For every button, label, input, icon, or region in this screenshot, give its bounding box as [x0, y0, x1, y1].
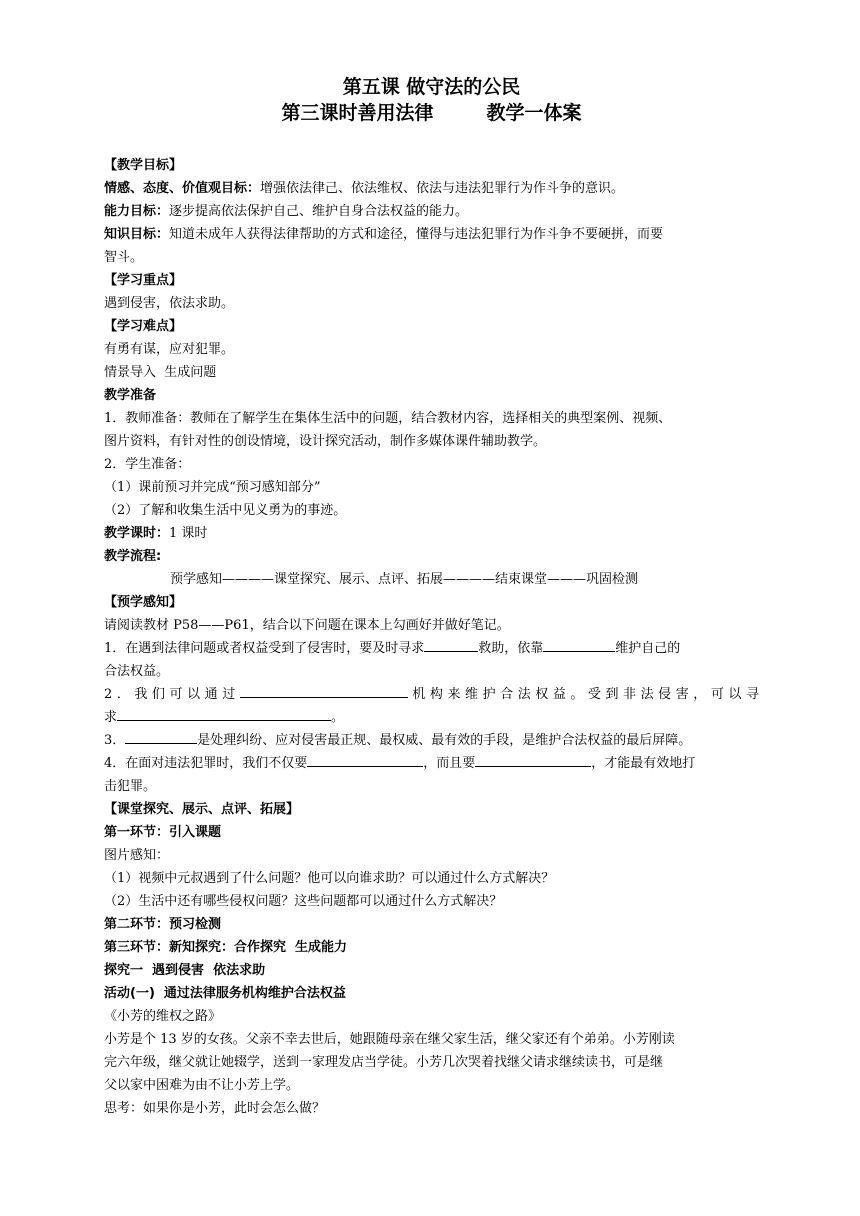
q4-blank-1[interactable]: [307, 752, 423, 767]
q1-text-b: 救助，依靠: [478, 641, 544, 656]
picture-perception: 图片感知：: [104, 848, 170, 863]
emotion-label: 情感、态度、价值观目标：: [104, 181, 261, 196]
q2-blank-1[interactable]: [240, 683, 408, 698]
teacher-prep: 1．教师准备：教师在了解学生在集体生活中的问题，结合教材内容，选择相关的典型案例、视频、: [104, 411, 672, 426]
focus-text: 遇到侵害，依法求助。: [104, 296, 235, 311]
q1-blank-1[interactable]: [424, 637, 478, 652]
q1-text-a: 1．在遇到法律问题或者权益受到了侵害时，要及时寻求: [104, 641, 425, 656]
preview-q1: [104, 637, 759, 660]
preview-q3: [104, 729, 759, 752]
q2-text-b: 机构来维护合法权益。受到非法侵害，可以寻: [407, 687, 759, 702]
knowledge-text-cont: 智斗。: [104, 250, 144, 265]
student-prep-2: （2）了解和收集生活中见义勇为的事迹。: [104, 503, 347, 518]
teacher-prep-cont: 图片资料，有针对性的创设情境，设计探究活动，制作多媒体课件辅助教学。: [104, 434, 547, 449]
q2-text-d: 。: [331, 710, 345, 725]
knowledge-objective: [104, 223, 759, 246]
q2-blank-2[interactable]: [117, 706, 331, 721]
step3: 第三环节：新知探究：合作探究 生成能力: [104, 940, 348, 955]
q1-blank-2[interactable]: [543, 637, 615, 652]
hours-line: [104, 522, 759, 545]
think-question: 思考：如果你是小芳，此时会怎么做？: [104, 1101, 326, 1116]
preview-q1-cont: 合法权益。: [104, 664, 170, 679]
document-page: [104, 74, 759, 1120]
prep-heading: 教学准备: [104, 388, 157, 403]
q4-blank-2[interactable]: [475, 752, 591, 767]
ability-text: 逐步提高依法保护自己、维护自身合法权益的能力。: [169, 204, 469, 219]
preview-q2: [104, 683, 759, 706]
step1: 第一环节：引入课题: [104, 825, 222, 840]
ability-objective: [104, 200, 759, 223]
activity1: 活动(一) 通过法律服务机构维护合法权益: [104, 986, 346, 1001]
knowledge-label: 知识目标：: [104, 227, 170, 242]
intro-line: 情景导入 生成问题: [104, 365, 217, 380]
classroom-heading: 【课堂探究、展示、点评、拓展】: [104, 802, 300, 817]
q4-text-a: 4．在面对违法犯罪时，我们不仅要: [104, 756, 308, 771]
lesson-title: 第五课 做守法的公民: [342, 76, 521, 98]
focus-heading: 【学习重点】: [104, 273, 183, 288]
q2-text-c: 求: [104, 710, 118, 725]
q4-text-c: ，才能最有效地打: [591, 756, 696, 771]
student-prep: 2．学生准备：: [104, 457, 191, 472]
flow-text: 预学感知————课堂探究、展示、点评、拓展————结束课堂———巩固检测: [170, 572, 639, 587]
hours-value: 1 课时: [169, 526, 208, 541]
difficulty-text: 有勇有谋，应对犯罪。: [104, 342, 235, 357]
q2-text-a: 2．我们可以通过: [104, 687, 240, 702]
lesson-subtitle: 第三课时善用法律 教学一体案: [281, 102, 582, 124]
story-line-3: 父以家中困难为由不让小芳上学。: [104, 1078, 300, 1093]
explore1: 探究一 遇到侵害 依法求助: [104, 963, 266, 978]
knowledge-text: 知道未成年人获得法律帮助的方式和途径，懂得与违法犯罪行为作斗争不要硬拼，而要: [169, 227, 664, 242]
q3-blank[interactable]: [125, 729, 197, 744]
story-title: 《小芳的维权之路》: [104, 1009, 222, 1024]
emotion-text: 增强依法律己、依法维权、依法与违法犯罪行为作斗争的意识。: [260, 181, 625, 196]
story-line-1: 小芳是个 13 岁的女孩。父亲不幸去世后，她跟随母亲在继父家生活，继父家还有个弟弟。小芳刚读: [104, 1032, 675, 1047]
q4-text-b: ，而且要: [423, 756, 476, 771]
ability-label: 能力目标：: [104, 204, 170, 219]
q3-text-a: 3．: [104, 733, 126, 748]
step2: 第二环节：预习检测: [104, 917, 222, 932]
student-prep-1: （1）课前预习并完成“预习感知部分”: [104, 480, 321, 495]
difficulty-heading: 【学习难点】: [104, 319, 183, 334]
q3-text-b: 是处理纠纷、应对侵害最正规、最权威、最有效的手段，是维护合法权益的最后屏障。: [197, 733, 692, 748]
preview-q4-cont: 击犯罪。: [104, 779, 157, 794]
preview-instruction: 请阅读教材 P58——P61，结合以下问题在课本上勾画好并做好笔记。: [104, 618, 510, 633]
q1-text-c: 维护自己的: [615, 641, 681, 656]
emotion-objective: [104, 177, 759, 200]
preview-q4: [104, 752, 759, 775]
preview-q2-cont: [104, 706, 759, 729]
story-line-2: 完六年级，继父就让她辍学，送到一家理发店当学徒。小芳几次哭着找继父请求继续读书，可是继: [104, 1055, 664, 1070]
hours-label: 教学课时：: [104, 526, 170, 541]
flow-label: 教学流程:: [104, 549, 162, 564]
preview-heading: 【预学感知】: [104, 595, 183, 610]
objectives-heading: 【教学目标】: [104, 158, 183, 173]
picture-q1: （1）视频中元叔遇到了什么问题？他可以向谁求助？可以通过什么方式解决？: [104, 871, 555, 886]
picture-q2: （2）生活中还有哪些侵权问题？这些问题都可以通过什么方式解决？: [104, 894, 503, 909]
